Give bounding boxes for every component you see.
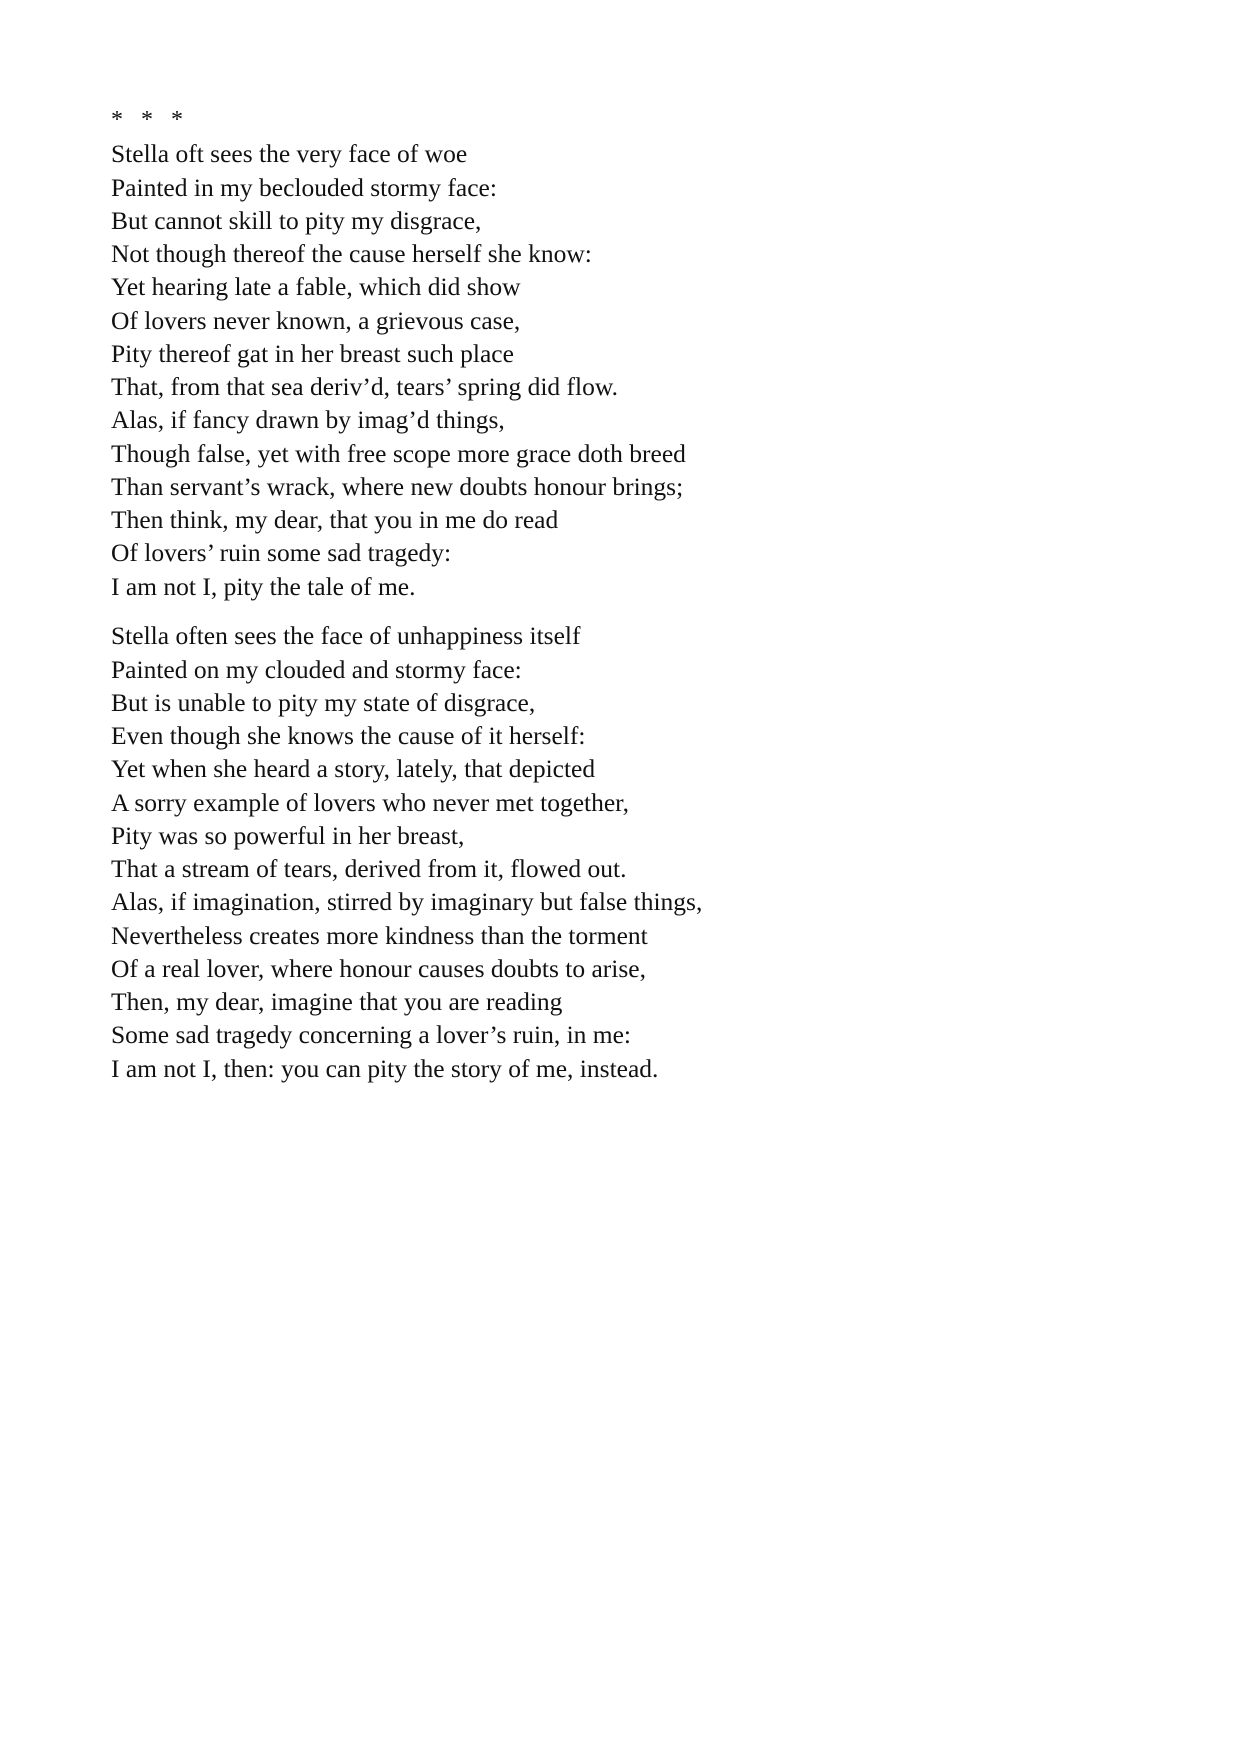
poem-line: I am not I, pity the tale of me. [111, 571, 416, 601]
paraphrase-line: Stella often sees the face of unhappiness itself [111, 621, 581, 651]
poem-text-block [111, 104, 1111, 1085]
poem-line: Alas, if fancy drawn by imag’d things, [111, 405, 505, 435]
poem-line: Not though thereof the cause herself she know: [111, 239, 592, 268]
paraphrase-line: Pity was so powerful in her breast, [111, 820, 465, 850]
paraphrase-line: Some sad tragedy concerning a lover’s ruin, in me: [111, 1020, 632, 1050]
poem-line: Pity thereof gat in her breast such place [111, 338, 514, 368]
paraphrase-line: Of a real lover, where honour causes doubts to arise, [111, 953, 647, 983]
poem-line: That, from that sea deriv’d, tears’ spring did flow. [111, 372, 619, 401]
poem-line: Painted in my beclouded stormy face: [111, 172, 497, 202]
poem-line: Than servant’s wrack, where new doubts honour brings; [111, 471, 684, 501]
poem-line: Stella oft sees the very face of woe [111, 139, 468, 169]
modern-paraphrase [111, 619, 1111, 1085]
poem-line: Of lovers never known, a grievous case, [111, 305, 521, 335]
paraphrase-line: Even though she knows the cause of it herself: [111, 721, 586, 750]
paraphrase-line: Yet when she heard a story, lately, that depicted [111, 754, 596, 784]
poem-line: Though false, yet with free scope more grace doth breed [111, 438, 686, 468]
section-separator: * * * [111, 107, 183, 133]
paraphrase-line: That a stream of tears, derived from it, flowed out. [111, 854, 627, 883]
poem-line: But cannot skill to pity my disgrace, [111, 205, 482, 235]
poem-line: Then think, my dear, that you in me do read [111, 505, 559, 534]
poem-line: Of lovers’ ruin some sad tragedy: [111, 538, 452, 568]
paraphrase-line: I am not I, then: you can pity the story of me, instead. [111, 1053, 659, 1083]
paraphrase-line: Painted on my clouded and stormy face: [111, 654, 522, 684]
paraphrase-line: But is unable to pity my state of disgrace, [111, 687, 536, 717]
poem-line: Yet hearing late a fable, which did show [111, 272, 521, 302]
paraphrase-line: Nevertheless creates more kindness than the torment [111, 920, 648, 950]
paraphrase-line: A sorry example of lovers who never met together, [111, 787, 630, 817]
paraphrase-line: Then, my dear, imagine that you are reading [111, 987, 563, 1016]
paraphrase-line: Alas, if imagination, stirred by imaginary but false things, [111, 887, 703, 917]
original-sonnet [111, 137, 1111, 603]
